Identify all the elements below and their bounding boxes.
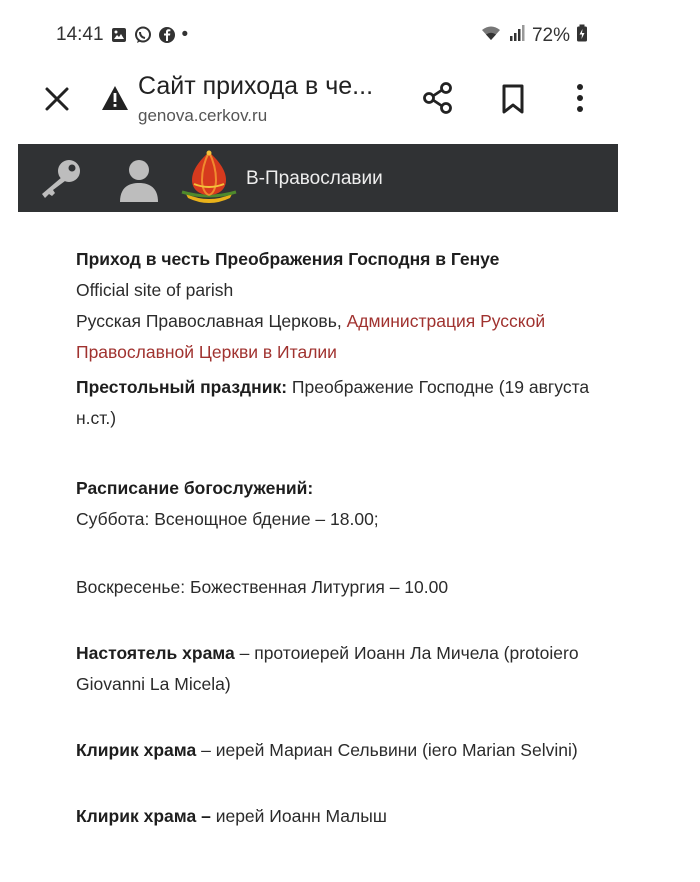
official-site-text: Official site of parish	[76, 280, 234, 300]
sunday-service: Воскресенье: Божественная Литургия – 10.00	[76, 577, 449, 597]
gallery-notification-icon	[110, 26, 128, 44]
spacer	[76, 603, 616, 634]
not-secure-warning-icon[interactable]	[100, 84, 130, 112]
church-prefix: Русская Православная Церковь,	[76, 311, 347, 331]
rector-label: Настоятель храма	[76, 643, 235, 663]
spacer	[76, 535, 616, 566]
battery-percent: 72%	[531, 25, 570, 46]
browser-toolbar	[0, 66, 640, 136]
signal-icon	[508, 24, 526, 48]
feast-label: Престольный праздник:	[76, 377, 288, 397]
church-administration-link[interactable]: Администрация Русской Православной Церкви в Италии	[76, 311, 546, 362]
site-brand-name[interactable]: В-Православии	[246, 168, 383, 189]
status-left	[56, 24, 188, 46]
cleric-2-value: иерей Иоанн Малыш	[210, 806, 387, 826]
saturday-service: Суббота: Всенощное бдение – 18.00;	[76, 509, 379, 529]
parish-name-paragraph	[76, 244, 616, 275]
cleric-1-label: Клирик храма	[76, 740, 197, 760]
schedule-label: Расписание богослужений:	[76, 478, 314, 498]
church-paragraph	[76, 306, 616, 368]
key-icon[interactable]	[36, 158, 84, 200]
page-title[interactable]: Сайт прихода в че...	[138, 72, 374, 100]
page-url[interactable]: genova.cerkov.ru	[138, 106, 268, 125]
battery-icon	[576, 24, 588, 48]
spacer	[76, 766, 616, 797]
viber-notification-icon	[134, 26, 152, 44]
rector-value: – протоиерей Иоанн Ла Мичела (protoiero Giovanni La Micela)	[76, 643, 579, 694]
cleric-1-paragraph	[76, 735, 616, 766]
wifi-icon	[480, 24, 502, 48]
notification-dot: •	[181, 24, 189, 45]
site-header-bar	[18, 144, 618, 212]
schedule-heading	[76, 473, 616, 504]
share-icon[interactable]	[420, 80, 456, 116]
more-options-icon[interactable]	[568, 80, 592, 116]
spacer	[76, 700, 616, 731]
bookmark-icon[interactable]	[496, 82, 530, 116]
facebook-notification-icon	[158, 26, 176, 44]
status-time: 14:41	[56, 24, 104, 45]
cleric-1-value: – иерей Мариан Сельвини (iero Marian Selvini)	[196, 740, 578, 760]
feast-value: Преображение Господне (19 августа н.ст.)	[76, 377, 590, 428]
cleric-2-paragraph	[76, 801, 616, 832]
close-tab-icon[interactable]	[40, 82, 74, 116]
user-icon[interactable]	[118, 158, 160, 202]
v-pravoslavii-logo[interactable]	[178, 150, 240, 206]
status-bar	[0, 24, 640, 58]
spacer	[76, 434, 616, 465]
cleric-2-label: Клирик храма –	[76, 806, 211, 826]
parish-name: Приход в честь Преображения Господня в Генуе	[76, 249, 500, 269]
feast-paragraph	[76, 372, 616, 434]
parish-info	[76, 244, 616, 832]
status-right	[480, 24, 588, 48]
rector-paragraph	[76, 638, 616, 700]
